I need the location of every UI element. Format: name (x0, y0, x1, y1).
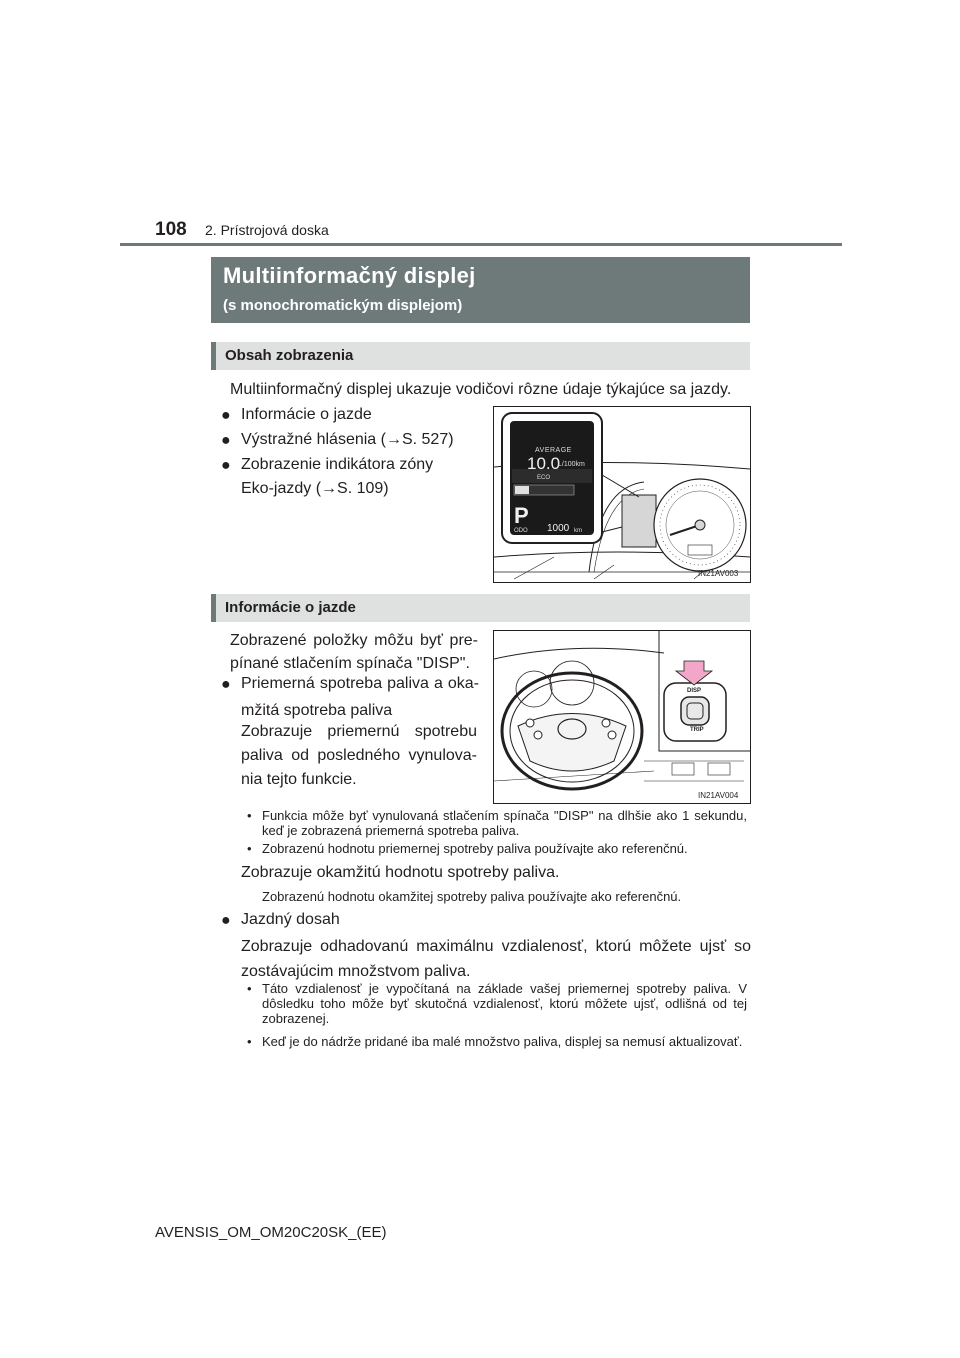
bullet-dot: ● (221, 432, 231, 449)
page-title-box (211, 257, 750, 323)
trip-label: TRIP (690, 727, 704, 733)
cluster-illustration (494, 407, 750, 582)
section-stripe (211, 342, 216, 370)
page-subtitle: (s monochromatickým displejom) (223, 297, 463, 314)
header-divider (120, 243, 842, 246)
average-description (241, 720, 477, 792)
bullet-dot: ● (221, 407, 231, 424)
section-label: Obsah zobrazenia (225, 347, 354, 364)
note-text: Keď je do nádrže pridané iba malé množstvo paliva, displej sa nemusí aktualizovať. (262, 1034, 743, 1049)
figure-code: IN21AV003 (698, 569, 739, 578)
page-number: 108 (155, 219, 187, 240)
note-bullet: • (247, 841, 252, 856)
bullet-range (221, 908, 481, 931)
bullet-dot: ● (221, 676, 231, 693)
chapter-title: 2. Prístrojová doska (205, 222, 329, 238)
avg-note-1 (247, 808, 747, 838)
page-title: Multiinformačný displej (223, 263, 476, 288)
display-odo-unit: km (574, 528, 582, 534)
range-note-1 (247, 981, 747, 1026)
bullet-text: mžitá spotreba paliva (241, 702, 393, 719)
bullet-average-consumption (221, 672, 479, 722)
bullet-text: Jazdný dosah (241, 911, 340, 928)
avg-desc-line: Zobrazuje priemernú spotrebu (241, 723, 477, 740)
instant-note: Zobrazenú hodnotu okamžitej spotreby paliva používajte ako referenčnú. (262, 889, 682, 904)
bullet-dot: ● (221, 912, 231, 929)
trip-intro (230, 629, 478, 675)
instant-description: Zobrazuje okamžitú hodnotu spotreby paliva. (241, 864, 560, 881)
display-unit: L/100km (558, 461, 585, 468)
bullet-text: Zobrazenie indikátora zóny (241, 456, 434, 473)
avg-desc-line: nia tejto funkcie. (241, 771, 357, 788)
display-odo-value: 1000 (547, 523, 570, 534)
note-bullet: • (247, 981, 252, 996)
range-note-2 (247, 1034, 747, 1049)
section-stripe (211, 594, 216, 622)
avg-desc-line: paliva od posledného vynulova- (241, 747, 477, 764)
note-text: Zobrazenú hodnotu priemernej spotreby paliva používajte ako referenčnú. (262, 841, 688, 856)
figure-steering-wheel (493, 630, 751, 804)
note-bullet: • (247, 808, 252, 823)
section-label: Informácie o jazde (225, 599, 356, 616)
note-text: Táto vzdialenosť je vypočítaná na základe vašej priemernej spotreby paliva. V dôsledku toho môže byť skutočná vzdialenosť, ktorú môžete ujsť, odlišná od tej zobrazenej. (262, 981, 747, 1026)
bullet-trip-info (221, 403, 481, 426)
bullet-eco-zone (221, 453, 481, 476)
bullet-warnings (221, 428, 481, 451)
section-heading-contents (211, 342, 750, 370)
trip-intro-line: Zobrazené položky môžu byť pre- (230, 632, 478, 649)
display-average-label: AVERAGE (535, 447, 572, 454)
display-average-value: 10.0 (527, 454, 561, 473)
bullet-text: Výstražné hlásenia (→S. 527) (241, 431, 454, 448)
range-desc-line: Zobrazuje odhadovanú maximálnu vzdialenosť, ktorú môžete ujsť so (241, 938, 751, 955)
note-bullet: • (247, 1034, 252, 1049)
figure-code: IN21AV004 (698, 791, 739, 800)
display-odo-label: ODO (514, 528, 528, 534)
figure-instrument-cluster (493, 406, 751, 583)
disp-label: DISP (687, 688, 702, 694)
avg-note-2 (247, 841, 752, 856)
display-eco-label: ECO (537, 475, 551, 481)
bullet-text: Informácie o jazde (241, 406, 372, 423)
section-heading-trip-info (211, 594, 750, 622)
steering-illustration (494, 631, 750, 803)
bullet-dot: ● (221, 457, 231, 474)
intro-text: Multiinformačný displej ukazuje vodičovi rôzne údaje týkajúce sa jazdy. (230, 381, 732, 398)
display-gear: P (514, 503, 529, 528)
trip-intro-line: pínané stlačením spínača "DISP". (230, 655, 470, 672)
bullet-continuation: Eko-jazdy (→S. 109) (241, 480, 389, 497)
bullet-text: Priemerná spotreba paliva a oka- (241, 675, 479, 692)
document-footer: AVENSIS_OM_OM20C20SK_(EE) (155, 1224, 387, 1241)
range-desc-line: zostávajúcim množstvom paliva. (241, 963, 471, 980)
note-text: Funkcia môže byť vynulovaná stlačením spínača "DISP" na dlhšie ako 1 sekundu, keď je zobrazená priemerná spotreba paliva. (262, 808, 747, 838)
range-description (241, 934, 751, 984)
